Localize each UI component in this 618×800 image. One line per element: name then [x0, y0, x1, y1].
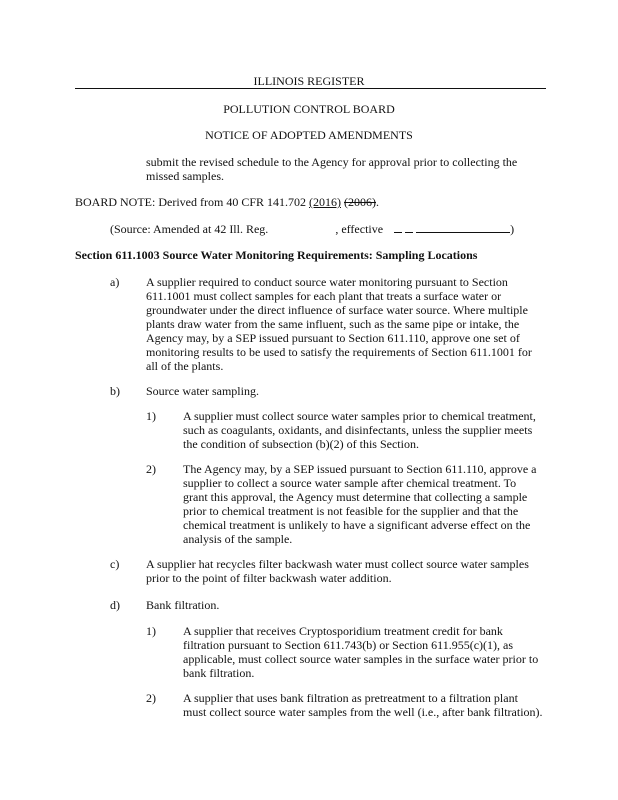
header-rule	[75, 88, 546, 89]
item-a-line: plants draw water from the same influent, such as the same pipe or intake, the	[146, 317, 520, 331]
board-name: POLLUTION CONTROL BOARD	[223, 102, 395, 116]
item-d1-line: bank filtration.	[183, 666, 255, 680]
item-b1-line: the condition of subsection (b)(2) of this Section.	[183, 437, 419, 451]
section-heading: Section 611.1003 Source Water Monitoring Requirements: Sampling Locations	[75, 248, 478, 262]
item-label: b)	[110, 384, 120, 398]
source-close: )	[510, 222, 515, 236]
board-note-deleted: (2006)	[344, 195, 376, 209]
item-d1-line: A supplier that receives Cryptosporidium treatment credit for bank	[183, 624, 503, 638]
date-blank	[416, 222, 510, 233]
item-b-text: Source water sampling.	[146, 384, 259, 398]
item-c-line: A supplier hat recycles filter backwash water must collect source water samples	[146, 557, 529, 571]
date-blank	[405, 222, 413, 233]
item-b2-line: prior to chemical treatment is not feasible for the supplier and that the	[183, 504, 519, 518]
date-blank	[394, 222, 402, 233]
subitem-label: 2)	[146, 691, 156, 705]
board-note-inserted: (2016)	[309, 195, 341, 209]
subitem-label: 1)	[146, 409, 156, 423]
item-b1-line: such as coagulants, oxidants, and disinfectants, unless the supplier meets	[183, 423, 533, 437]
source-effective: , effective	[335, 222, 384, 236]
item-b2-line: supplier to collect a source water sample after chemical treatment. To	[183, 476, 517, 490]
item-label: a)	[110, 275, 120, 289]
subitem-label: 1)	[146, 624, 156, 638]
source-open: (Source:	[110, 222, 151, 236]
item-label: d)	[110, 598, 120, 612]
board-note-end: .	[376, 195, 379, 209]
source-note	[110, 222, 530, 237]
item-b1-line: A supplier must collect source water samples prior to chemical treatment,	[183, 409, 536, 423]
subitem-label: 2)	[146, 462, 156, 476]
notice-title: NOTICE OF ADOPTED AMENDMENTS	[205, 128, 413, 142]
item-d2-line: A supplier that uses bank filtration as pretreatment to a filtration plant	[183, 691, 518, 705]
item-b2-line: analysis of the sample.	[183, 532, 293, 546]
item-b2-line: chemical treatment is unlikely to have a significant adverse effect on the	[183, 518, 531, 532]
item-d-text: Bank filtration.	[146, 598, 220, 612]
item-a-line: all of the plants.	[146, 359, 224, 373]
item-b2-line: The Agency may, by a SEP issued pursuant to Section 611.110, approve a	[183, 462, 537, 476]
item-label: c)	[110, 557, 120, 571]
top-paragraph-line: submit the revised schedule to the Agency for approval prior to collecting the	[146, 155, 518, 169]
item-a-line: Agency may, by a SEP issued pursuant to Section 611.110, approve one set of	[146, 331, 520, 345]
item-d2-line: must collect source water samples from the well (i.e., after bank filtration).	[183, 705, 543, 719]
board-note-text: Derived from 40 CFR 141.702	[158, 195, 306, 209]
register-title: ILLINOIS REGISTER	[253, 74, 365, 88]
item-b2-line: grant this approval, the Agency must determine that collecting a sample	[183, 490, 528, 504]
source-amended: Amended at 42 Ill. Reg.	[153, 222, 269, 236]
top-paragraph-line: missed samples.	[146, 169, 224, 183]
item-c-line: prior to the point of filter backwash water addition.	[146, 571, 392, 585]
board-note-label: BOARD NOTE:	[75, 195, 156, 209]
item-a-line: groundwater under the direct influence of surface water source. Where multiple	[146, 303, 528, 317]
item-a-line: monitoring results to be used to satisfy the requirements of Section 611.1001 for	[146, 345, 532, 359]
item-a-line: 611.1001 must collect samples for each plant that treats a surface water or	[146, 289, 502, 303]
item-a-line: A supplier required to conduct source water monitoring pursuant to Section	[146, 275, 508, 289]
board-note	[75, 195, 379, 210]
item-d1-line: filtration pursuant to Section 611.743(b) or Section 611.955(c)(1), as	[183, 638, 514, 652]
item-d1-line: applicable, must collect source water samples in the surface water prior to	[183, 652, 539, 666]
